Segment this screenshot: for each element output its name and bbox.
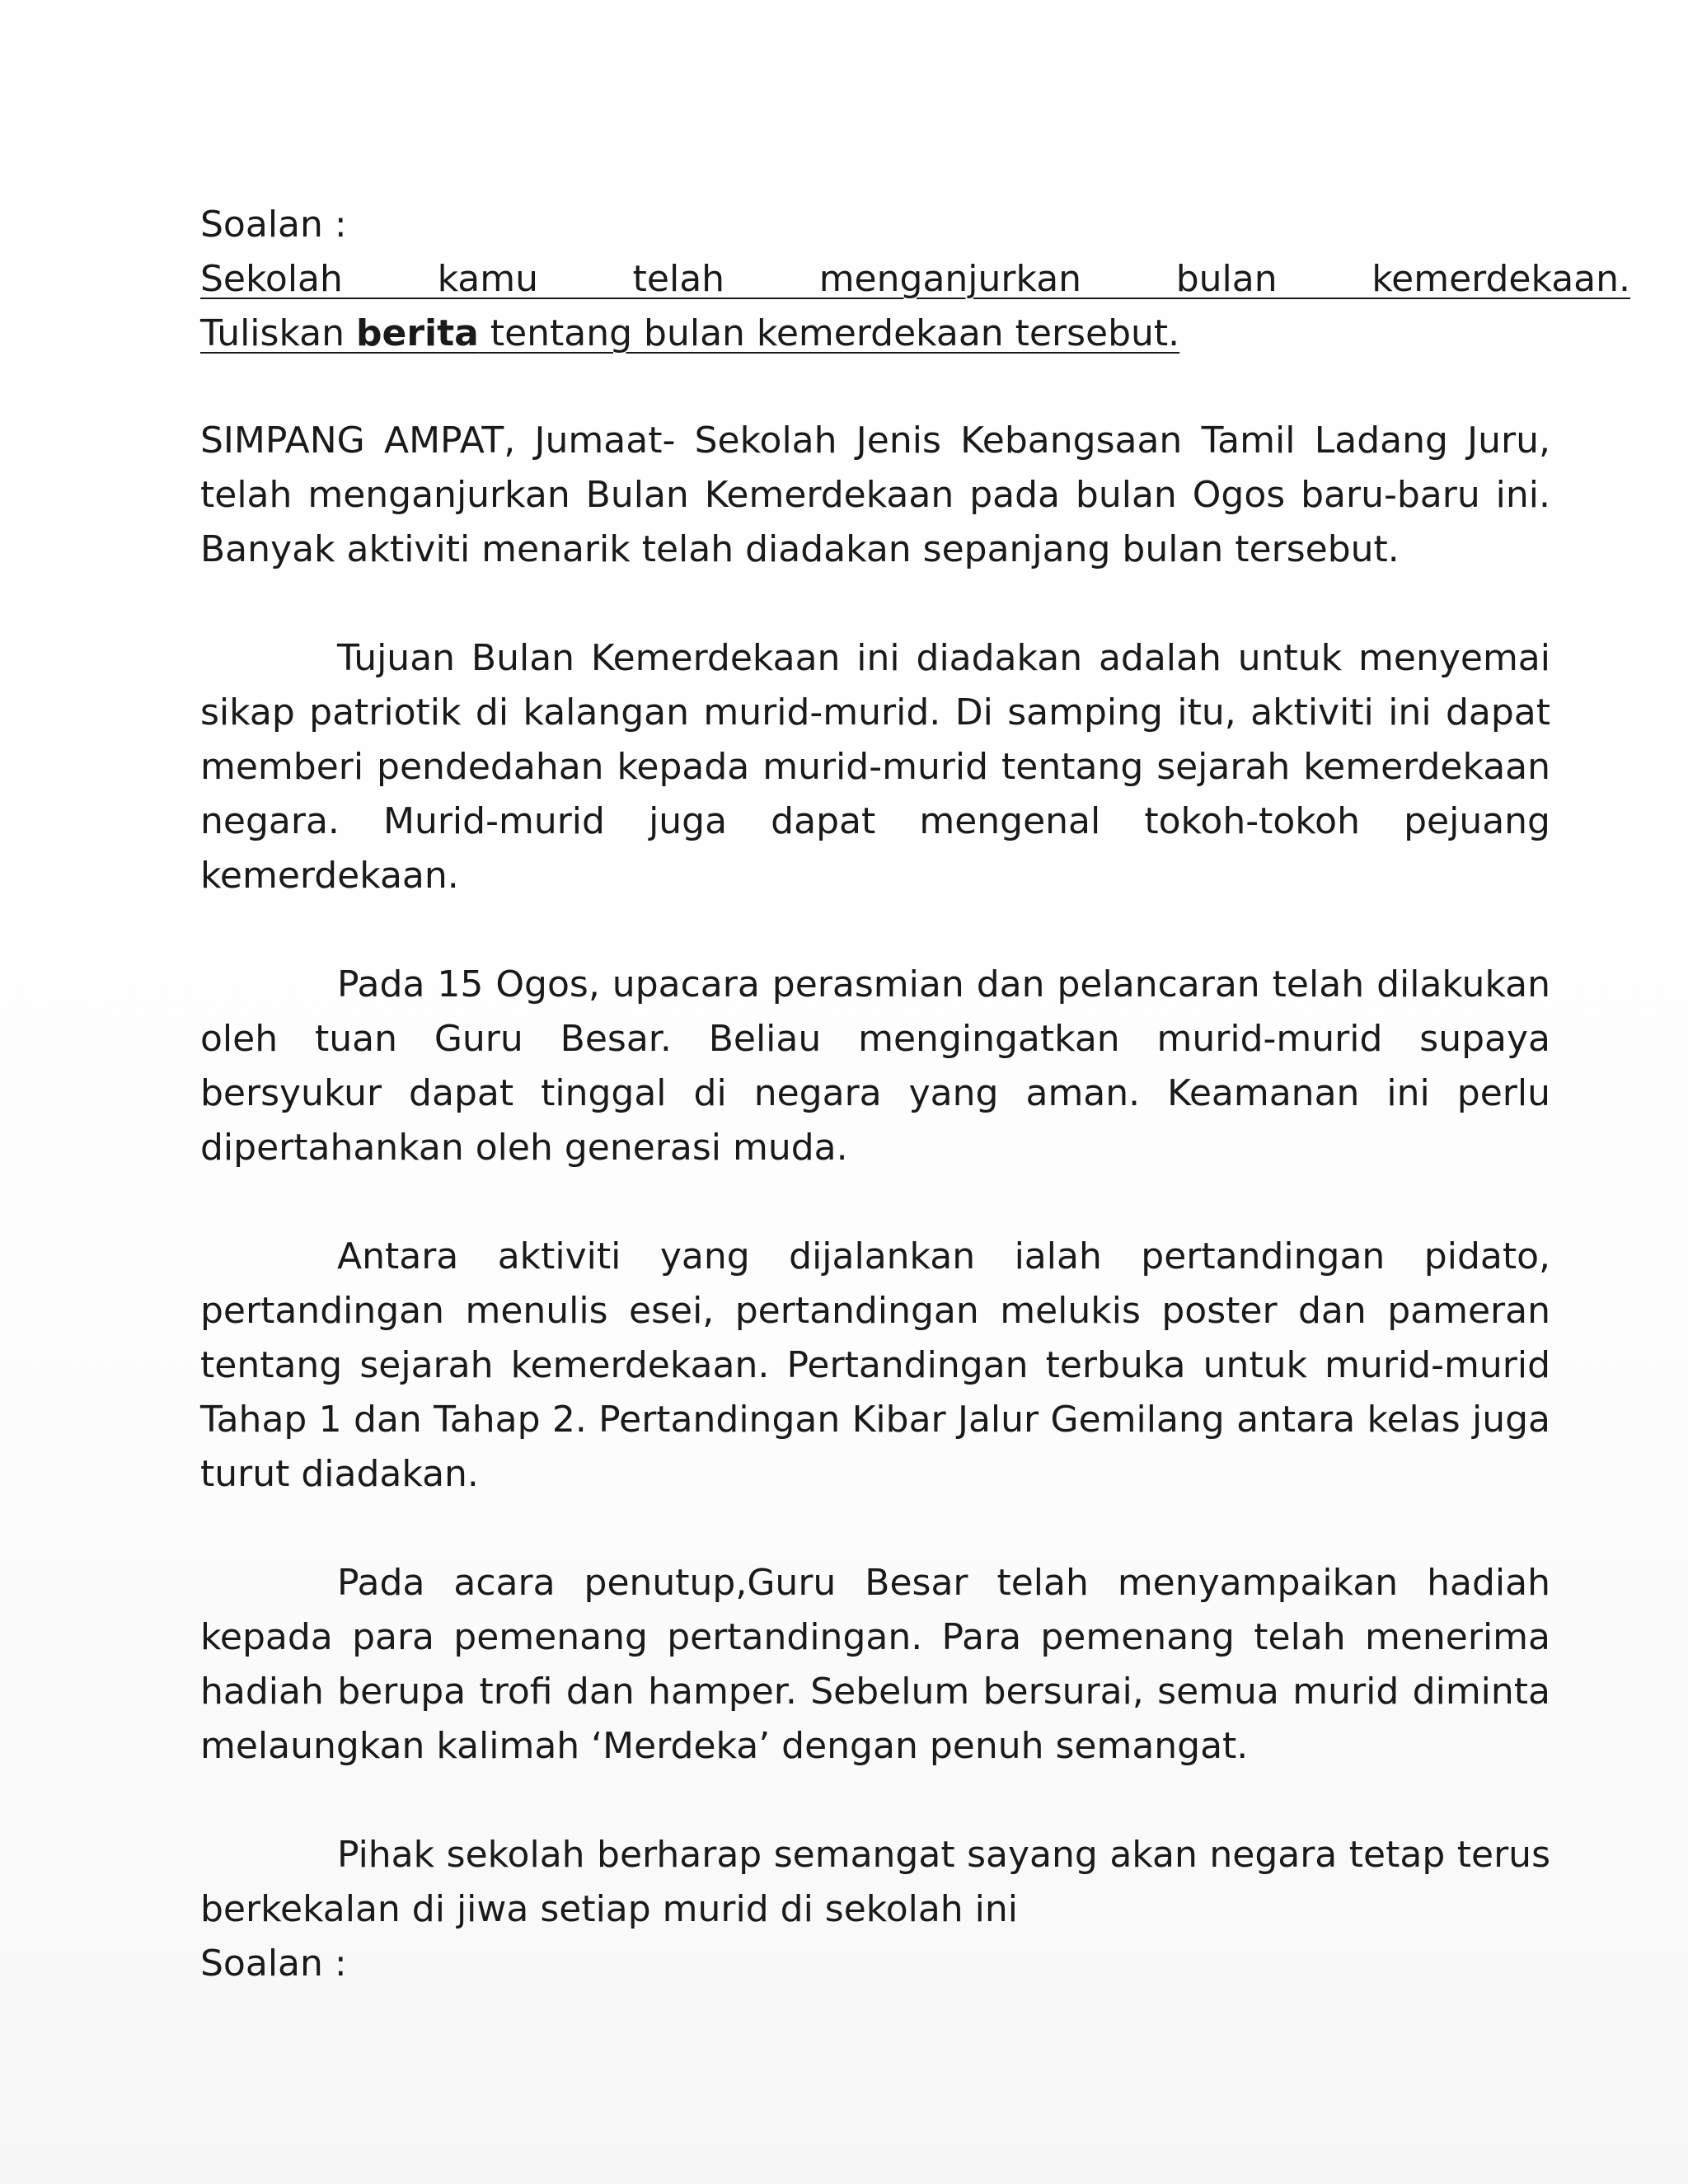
question-keyword: berita bbox=[356, 312, 479, 354]
question-line-1: Sekolah kamu telah menganjurkan bulan kemerdekaan. bbox=[200, 258, 1630, 300]
news-paragraph-activities: Antara aktiviti yang dijalankan ialah pertandingan pidato, pertandingan menulis esei, pertandingan melukis poster dan pameran tentang sejarah kemerdekaan. Pertandingan terbuka untuk murid-murid Tahap 1 dan Tahap 2. Pertandingan Kibar Jalur Gemilang antara kelas juga turut diadakan. bbox=[200, 1235, 1550, 1495]
news-paragraph-launch: Pada 15 Ogos, upacara perasmian dan pelancaran telah dilakukan oleh tuan Guru Besar. Beliau mengingatkan murid-murid supaya bersyukur dapat tinggal di negara yang aman. Keamanan ini perlu dipertahankan oleh generasi muda. bbox=[200, 963, 1550, 1169]
news-paragraph-lead: SIMPANG AMPAT, Jumaat- Sekolah Jenis Kebangsaan Tamil Ladang Juru, telah menganjurkan Bulan Kemerdekaan pada bulan Ogos baru-baru ini. Banyak aktiviti menarik telah diadakan sepanjang bulan tersebut. bbox=[200, 419, 1550, 570]
news-paragraph-purpose: Tujuan Bulan Kemerdekaan ini diadakan adalah untuk menyemai sikap patriotik di kalangan murid-murid. Di samping itu, aktiviti ini dapat memberi pendedahan kepada murid-murid tentang sejarah kemerdekaan negara. Murid-murid juga dapat mengenal tokoh-tokoh pejuang kemerdekaan. bbox=[200, 637, 1550, 897]
question-line-2 bbox=[200, 307, 1550, 361]
trailing-question-label: Soalan : bbox=[200, 1943, 347, 1985]
question-prompt bbox=[200, 252, 1630, 361]
question-line-2-end: tentang bulan kemerdekaan tersebut. bbox=[478, 312, 1180, 354]
news-paragraph-closing-ceremony: Pada acara penutup,Guru Besar telah menyampaikan hadiah kepada para pemenang pertandingan. Para pemenang telah menerima hadiah berupa trofi dan hamper. Sebelum bersurai, semua murid diminta melaungkan kalimah ‘Merdeka’ dengan penuh semangat. bbox=[200, 1562, 1550, 1767]
question-line-2-start: Tuliskan bbox=[200, 312, 356, 354]
news-paragraph-hope: Pihak sekolah berharap semangat sayang akan negara tetap terus berkekalan di jiwa setiap murid di sekolah ini bbox=[200, 1834, 1550, 1930]
document-body bbox=[200, 198, 1630, 1991]
question-label: Soalan : bbox=[200, 204, 347, 246]
